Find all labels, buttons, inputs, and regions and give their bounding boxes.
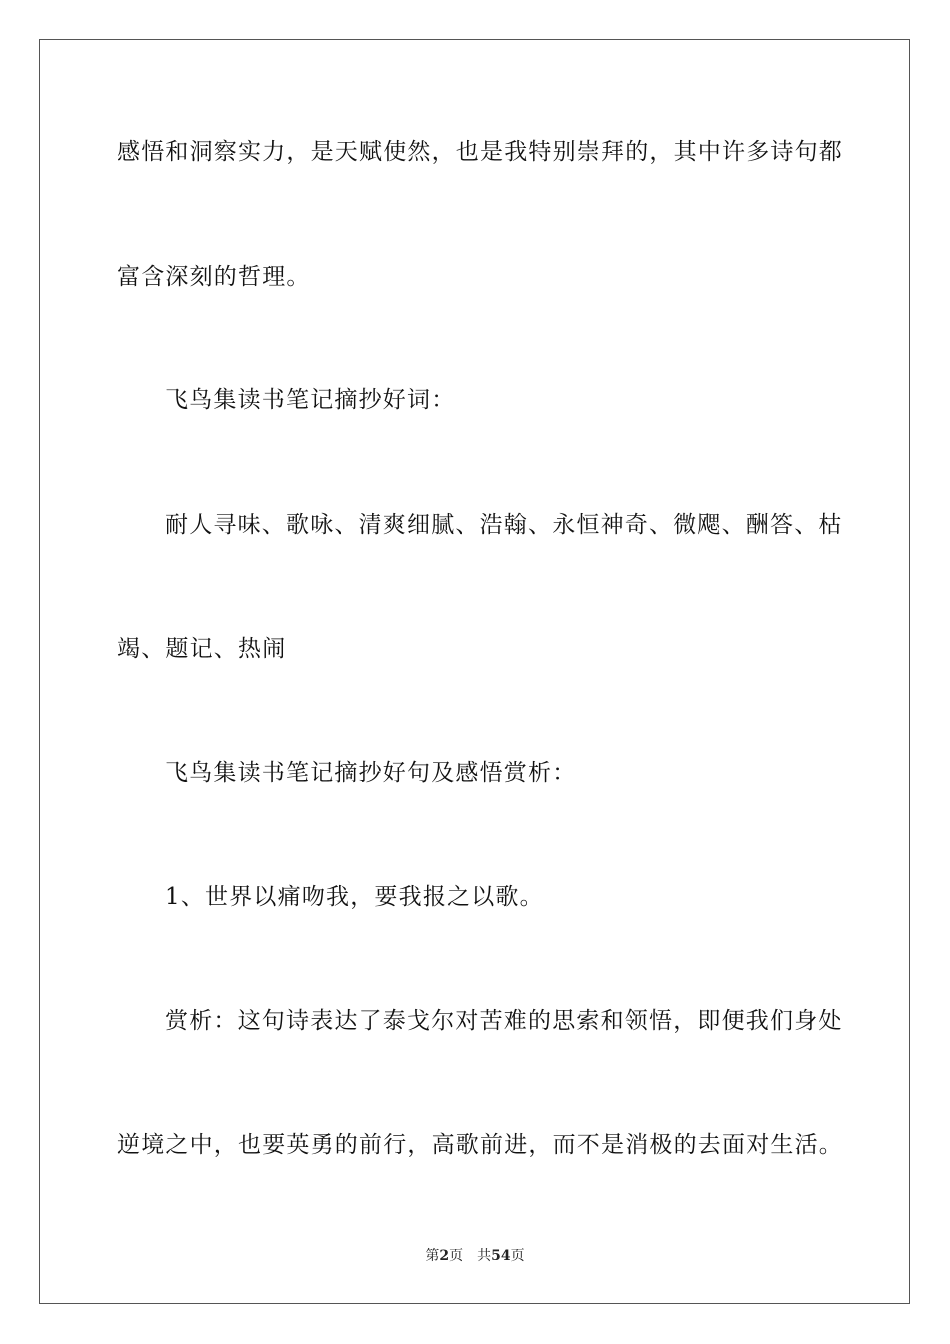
paragraph-line: 赏析：这句诗表达了泰戈尔对苦难的思索和领悟，即便我们身处 [165, 1008, 843, 1034]
paragraph-line: 逆境之中，也要英勇的前行，高歌前进，而不是消极的去面对生活。 [117, 1132, 843, 1158]
paragraph-line: 感悟和洞察实力，是天赋使然，也是我特别崇拜的，其中许多诗句都 [117, 139, 843, 165]
section-heading-words: 飞鸟集读书笔记摘抄好词： [165, 387, 456, 413]
page-suffix: 页 [449, 1248, 464, 1264]
total-suffix: 页 [510, 1248, 525, 1264]
section-heading-sentences: 飞鸟集读书笔记摘抄好句及感悟赏析： [165, 760, 577, 786]
page-border [39, 39, 910, 1304]
paragraph-line: 竭、题记、热闹 [117, 636, 287, 662]
page-number: 2 [439, 1248, 450, 1264]
total-prefix: 共 [477, 1248, 492, 1264]
paragraph-line: 耐人寻味、歌咏、清爽细腻、浩翰、永恒神奇、微飔、酬答、枯 [165, 512, 843, 538]
quote-item: 1、世界以痛吻我，要我报之以歌。 [165, 884, 544, 910]
page-footer [0, 1246, 950, 1266]
page-prefix: 第 [425, 1248, 440, 1264]
paragraph-line: 富含深刻的哲理。 [117, 264, 311, 290]
total-pages: 54 [491, 1248, 511, 1264]
